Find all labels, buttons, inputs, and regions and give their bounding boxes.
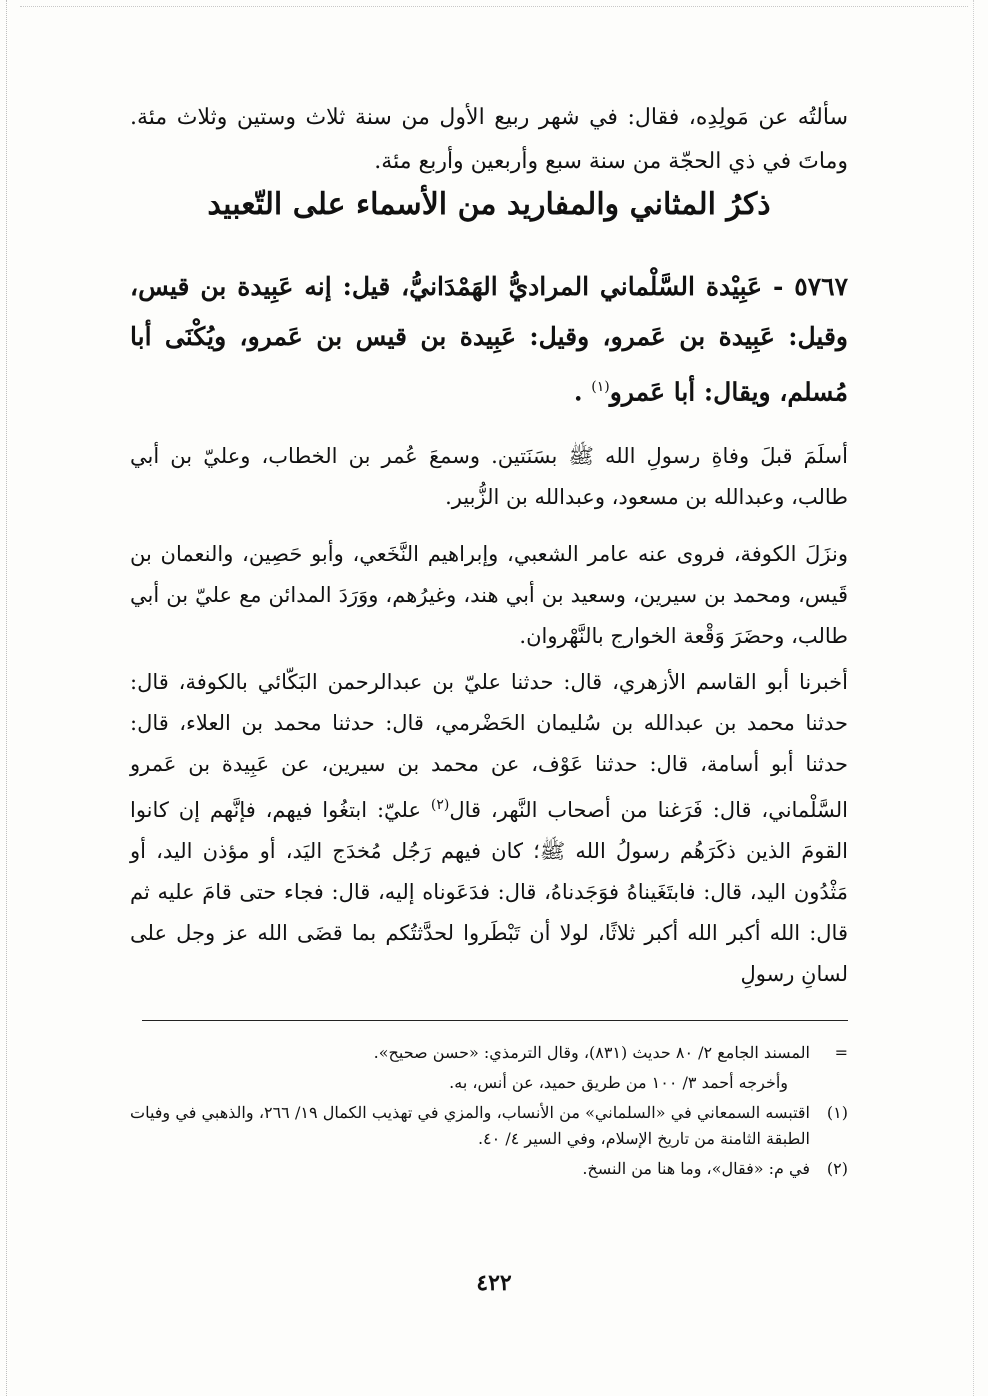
entry-heading: [130, 262, 848, 417]
footnote-mark: =: [834, 1043, 848, 1062]
scan-edge-right: [973, 0, 974, 1396]
footnote-mark: (١): [826, 1103, 848, 1122]
scan-edge-top: [20, 6, 968, 7]
entry-heading-text: ٥٧٦٧ - عَبِيْدة السَّلْماني المراديُّ الهَمْدَانيُّ، قيل: إنه عَبِيدة بن قيس، وقيل: عَبِيدة بن عَمرو، وقيل: عَبِيدة بن قيس بن عَمرو، ويُكْنَى أبا مُسلم، ويقال: أبا عَمرو: [130, 272, 848, 407]
footnote-ref-2[interactable]: (٢): [430, 797, 450, 813]
paragraph-kufa: ونزَلَ الكوفة، فروى عنه عامر الشعبي، وإبراهيم النَّخَعي، وأبو حَصِين، والنعمان بن قَيس، ومحمد بن سيرين، وسعيد بن أبي هند، وغيرُهم، ووَرَدَ المدائن مع عليّ بن أبي طالب، وحضَرَ وَقْعة الخوارج بالنَّهْروان.: [130, 542, 848, 648]
intro-paragraph: سألتُه عن مَولِدِه، فقال: في شهر ربيع الأول من سنة ثلاث وستين وثلاث مئة. وماتَ في ذي الحجّة من سنة سبع وأربعين وأربع مئة.: [130, 105, 848, 174]
page-number: ٤٢٢: [476, 1270, 512, 1296]
footnote-text: اقتبسه السمعاني في «السلماني» من الأنساب، والمزي في تهذيب الكمال ١٩/ ٢٦٦، والذهبي في وفيات الطبقة الثامنة من تاريخ الإسلام، وفي السير ٤/ ٤٠.: [130, 1103, 810, 1148]
scan-edge-left: [6, 0, 7, 1396]
footnote-mark: (٢): [826, 1159, 848, 1178]
footnote-text: في م: «فقال»، وما هنا من النسخ.: [582, 1159, 810, 1178]
footnote-text: وأخرجه أحمد ٣/ ١٠٠ من طريق حميد، عن أنس، به.: [449, 1073, 788, 1092]
footnote-2: [130, 1156, 848, 1182]
footnote-text: المسند الجامع ٢/ ٨٠ حديث (٨٣١)، وقال الترمذي: «حسن صحيح».: [373, 1043, 810, 1062]
footnote-continuation: [130, 1040, 848, 1066]
entry-heading-end: .: [573, 377, 592, 407]
paragraph-hadith: [130, 662, 848, 995]
footnote-continuation-2: [130, 1070, 848, 1096]
paragraph-conversion: أسلَمَ قبلَ وفاةِ رسولِ الله ﷺ بسَنَتين. وسمعَ عُمر بن الخطاب، وعليّ بن أبي طالب، وعبدالله بن مسعود، وعبدالله بن الزُّبير.: [130, 444, 848, 509]
paragraph-hadith-continued: عليّ: ابتغُوا فيهم، فإنَّهم إن كانوا القومَ الذين ذكَرَهُم رسولُ الله ﷺ؛ كان فيهم رَجُل مُخدَج اليَد، أو مؤذن اليد، أو مَثْدُون اليد، قال: فابتَغَيناهُ فوَجَدناهُ، قال: فدَعَوناه إليه، قال: فجاء حتى قامَ عليه ثم قال: الله أكبر الله أكبر ثلاثًا، لولا أن تَبْطَروا لحدَّثتُكم بما قضَى الله عز وجل على لسانِ رسولِ: [130, 798, 848, 986]
footnote-separator: [142, 1020, 848, 1021]
footnote-ref-1[interactable]: (١): [591, 379, 610, 395]
footnote-1: [130, 1100, 848, 1152]
section-heading: ذكرُ المثاني والمفاريد من الأسماء على التّعبيد: [207, 187, 771, 222]
paragraph-hadith-start: أخبرنا أبو القاسم الأزهري، قال: حدثنا عليّ بن عبدالرحمن البَكّائي بالكوفة، قال: حدثنا محمد بن عبدالله بن سُليمان الحَضْرمي، قال: حدثنا محمد بن العلاء، قال: حدثنا أبو أسامة، قال: حدثنا عَوْف، عن محمد بن سيرين، عن عَبِيدة بن عَمرو السَّلْماني، قال: فَرَغنا من أصحاب النَّهر، قال: [130, 670, 848, 822]
footnotes: [130, 1040, 848, 1186]
